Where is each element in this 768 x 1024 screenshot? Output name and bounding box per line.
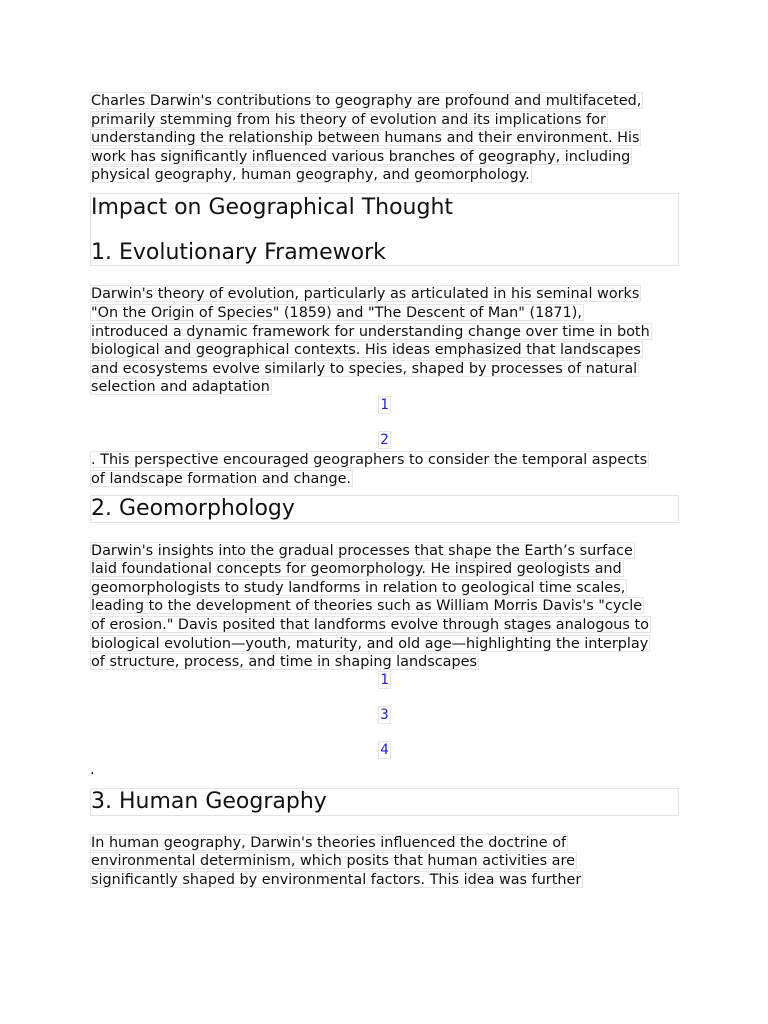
section-heading-human: 3. Human Geography xyxy=(91,788,327,814)
text-line: primarily stemming from his theory of evolution and its implications for xyxy=(91,111,606,128)
text-line: environmental determinism, which posits that human activities are xyxy=(91,853,575,870)
text-line: "On the Origin of Species" (1859) and "The Descent of Man" (1871), xyxy=(91,304,582,321)
text-line: Darwin's theory of evolution, particularly as articulated in his seminal works xyxy=(91,286,640,303)
text-line: introduced a dynamic framework for understanding change over time in both xyxy=(91,323,650,340)
intro-paragraph xyxy=(90,92,679,183)
text-line: of landscape formation and change. xyxy=(91,470,352,487)
human-paragraph xyxy=(90,834,679,888)
text-line: Darwin's insights into the gradual processes that shape the Earth’s surface xyxy=(91,542,633,559)
section-heading-evolutionary: 1. Evolutionary Framework xyxy=(91,240,386,266)
text-line: geomorphologists to study landforms in relation to geological time scales, xyxy=(91,579,626,596)
text-line: physical geography, human geography, and geomorphology. xyxy=(91,167,530,184)
citation-link[interactable]: 2 xyxy=(380,431,389,448)
text-line: selection and adaptation xyxy=(91,379,270,396)
text-line: significantly shaped by environmental factors. This idea was further xyxy=(91,871,582,888)
text-line: of erosion." Davis posited that landforms evolve through stages analogous to xyxy=(91,616,649,633)
geomorphology-paragraph xyxy=(90,542,679,671)
text-line: In human geography, Darwin's theories influenced the doctrine of xyxy=(91,834,567,851)
heading-group xyxy=(90,495,679,523)
text-line: understanding the relationship between humans and their environment. His xyxy=(91,130,640,147)
section-heading-impact: Impact on Geographical Thought xyxy=(91,195,454,221)
citation-link[interactable]: 3 xyxy=(380,706,389,723)
text-line: leading to the development of theories such as William Morris Davis's "cycle xyxy=(91,598,643,615)
text-line: of structure, process, and time in shaping landscapes xyxy=(91,654,477,671)
text-line: . This perspective encouraged geographers to consider the temporal aspects xyxy=(91,451,648,468)
text-line: and ecosystems evolve similarly to species, shaped by processes of natural xyxy=(91,360,638,377)
heading-group xyxy=(90,788,679,816)
section-heading-geomorphology: 2. Geomorphology xyxy=(91,495,295,521)
evolutionary-after-paragraph xyxy=(90,451,679,487)
citation-link[interactable]: 1 xyxy=(380,671,389,688)
text-line: work has significantly influenced various branches of geography, including xyxy=(91,148,631,165)
evolutionary-paragraph xyxy=(90,285,679,395)
citation-link[interactable]: 4 xyxy=(380,741,389,758)
text-line: laid foundational concepts for geomorphology. He inspired geologists and xyxy=(91,561,622,578)
text-line: biological and geographical contexts. His ideas emphasized that landscapes xyxy=(91,342,641,359)
text-line: biological evolution—youth, maturity, and old age—highlighting the interplay xyxy=(91,635,649,652)
heading-group xyxy=(90,193,679,266)
text-line: Charles Darwin's contributions to geography are profound and multifaceted, xyxy=(91,93,642,109)
citation-link[interactable]: 1 xyxy=(380,396,389,413)
document-page xyxy=(90,92,679,889)
trailing-period: . xyxy=(90,761,95,778)
